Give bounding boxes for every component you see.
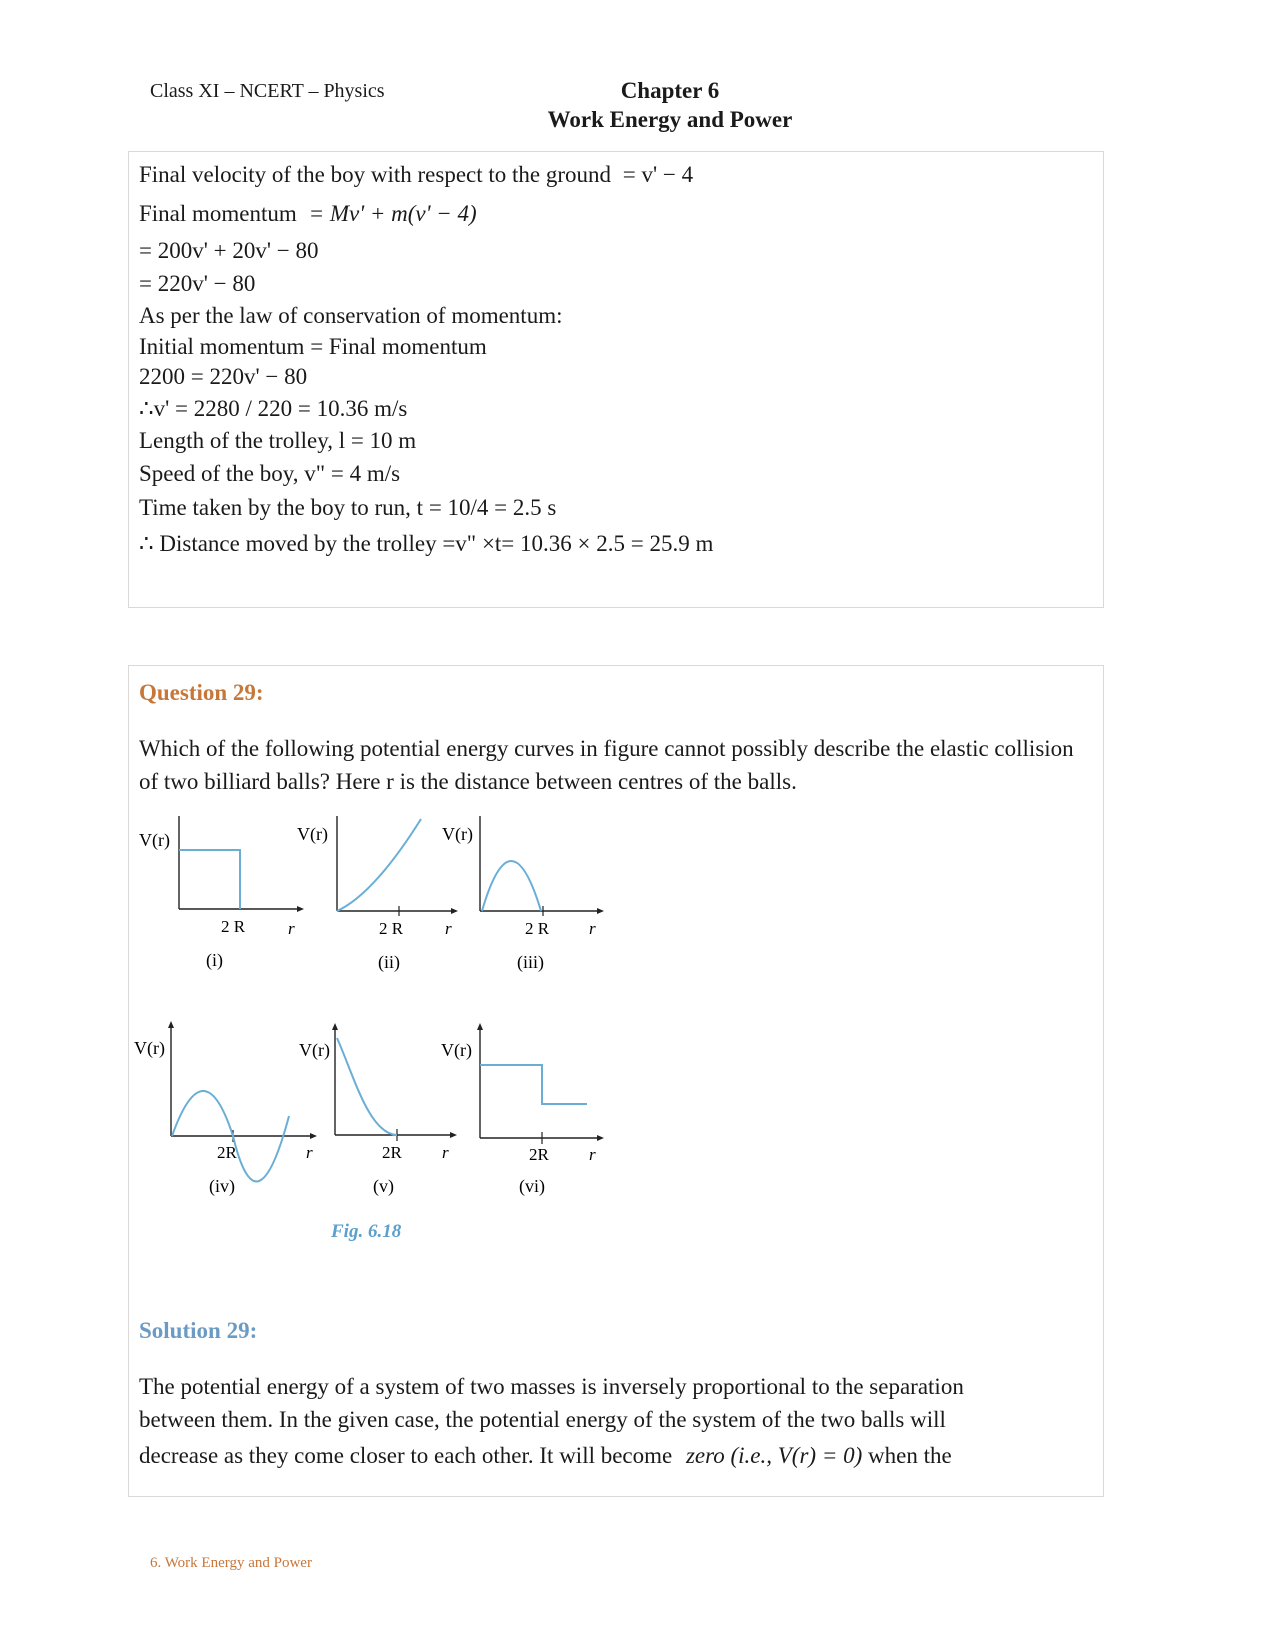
panel-label: (vi) bbox=[519, 1176, 545, 1196]
figure-caption: Fig. 6.18 bbox=[331, 1221, 402, 1242]
x-axis-label: r bbox=[445, 919, 452, 938]
solution-title: Solution 29: bbox=[139, 1318, 258, 1343]
solution-line: = 220v' − 80 bbox=[139, 271, 256, 296]
y-axis-label: V(r) bbox=[441, 1040, 472, 1060]
solution-line bbox=[139, 162, 693, 188]
solution-line bbox=[139, 201, 477, 227]
x-axis-label: r bbox=[288, 919, 295, 938]
solution-line: As per the law of conservation of momentum: bbox=[139, 303, 563, 328]
mark-2r: 2 R bbox=[221, 917, 246, 936]
solution-text bbox=[139, 1370, 1079, 1472]
solution-line: Time taken by the boy to run, t = 10/4 = 2.5 s bbox=[139, 495, 557, 520]
line-text: Final velocity of the boy with respect to the ground bbox=[139, 162, 612, 187]
panel-v bbox=[299, 1026, 454, 1197]
line-equation: = v' − 4 bbox=[622, 162, 694, 187]
panel-iv bbox=[134, 1024, 314, 1197]
solution-line: Speed of the boy, v" = 4 m/s bbox=[139, 461, 401, 486]
header-chapter bbox=[520, 76, 820, 134]
solution-math: zero (i.e., V(r) = 0) bbox=[685, 1443, 863, 1468]
y-axis-label: V(r) bbox=[297, 824, 328, 844]
solution-line: 2200 = 220v' − 80 bbox=[139, 364, 308, 389]
solution-line: between them. In the given case, the potential energy of the system of the two balls will bbox=[139, 1407, 946, 1432]
solution-line: Length of the trolley, l = 10 m bbox=[139, 428, 417, 453]
line-text: Final momentum bbox=[139, 201, 297, 226]
footer-chapter: 6. Work Energy and Power bbox=[150, 1555, 312, 1571]
curve bbox=[179, 850, 240, 909]
solution-line-text: decrease as they come closer to each other. It will become bbox=[139, 1443, 673, 1468]
panel-i bbox=[139, 816, 301, 971]
panel-label: (iii) bbox=[517, 952, 544, 972]
solution-line bbox=[139, 1439, 1079, 1472]
curve bbox=[480, 1065, 587, 1104]
panel-label: (ii) bbox=[378, 952, 400, 972]
x-axis-label: r bbox=[589, 919, 596, 938]
chapter-title: Work Energy and Power bbox=[547, 107, 793, 132]
solution-line: The potential energy of a system of two masses is inversely proportional to the separation bbox=[139, 1374, 964, 1399]
panel-label: (iv) bbox=[209, 1176, 235, 1196]
chapter-number: Chapter 6 bbox=[620, 78, 720, 103]
mark-2r: 2 R bbox=[379, 919, 404, 938]
mark-2r: 2 R bbox=[525, 919, 550, 938]
x-axis-label: r bbox=[589, 1145, 596, 1164]
solution-line: ∴v' = 2280 / 220 = 10.36 m/s bbox=[139, 396, 408, 421]
potential-energy-figure bbox=[129, 816, 689, 1266]
mark-2r: 2R bbox=[529, 1145, 549, 1164]
y-axis-label: V(r) bbox=[442, 824, 473, 844]
question-text: Which of the following potential energy curves in figure cannot possibly describe the elastic collision of two billiard balls? Here r is the distance between centres of the balls. bbox=[139, 736, 1074, 794]
solution-line: Initial momentum = Final momentum bbox=[139, 334, 487, 359]
mark-2r: 2R bbox=[382, 1143, 402, 1162]
solution-line-text: when the bbox=[868, 1443, 952, 1468]
solution-line: ∴ Distance moved by the trolley =v" ×t= 10.36 × 2.5 = 25.9 m bbox=[139, 531, 714, 556]
solution-line: = 200v' + 20v' − 80 bbox=[139, 238, 319, 263]
curve bbox=[482, 861, 541, 911]
x-axis-label: r bbox=[442, 1143, 449, 1162]
y-axis-label: V(r) bbox=[139, 830, 170, 850]
question-title: Question 29: bbox=[139, 680, 264, 705]
mark-2r: 2R bbox=[217, 1143, 237, 1162]
previous-solution-box bbox=[128, 151, 1104, 608]
panel-label: (v) bbox=[373, 1176, 394, 1196]
panel-iii bbox=[442, 816, 601, 973]
curve bbox=[337, 1038, 397, 1135]
x-axis-label: r bbox=[306, 1143, 313, 1162]
panel-ii bbox=[297, 816, 455, 973]
panel-vi bbox=[441, 1026, 601, 1197]
panel-label: (i) bbox=[206, 950, 223, 970]
y-axis-label: V(r) bbox=[134, 1038, 165, 1058]
question-solution-box bbox=[128, 665, 1104, 1497]
line-equation: = Mv' + m(v' − 4) bbox=[308, 201, 477, 226]
curve bbox=[337, 819, 421, 911]
header-course: Class XI – NCERT – Physics bbox=[150, 80, 385, 102]
y-axis-label: V(r) bbox=[299, 1040, 330, 1060]
